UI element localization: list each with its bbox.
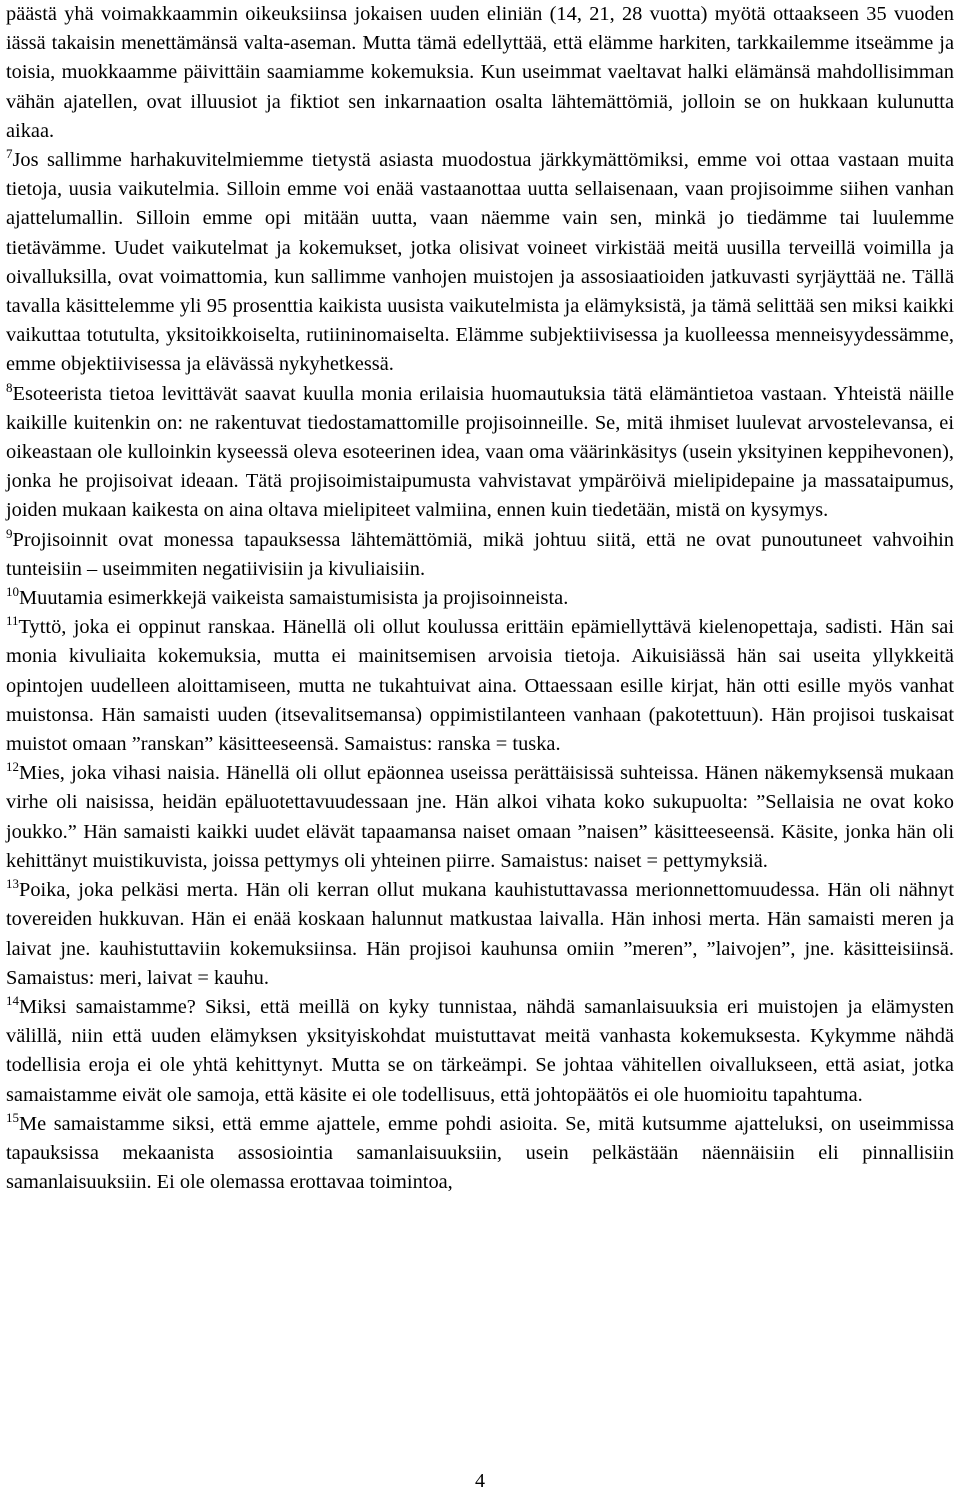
paragraph-number: 15 [6,1109,19,1125]
paragraph-number: 10 [6,584,19,600]
page-number: 4 [475,1470,485,1492]
paragraph-number: 7 [6,146,13,162]
paragraph-number: 11 [6,613,19,629]
paragraph-number: 14 [6,992,19,1008]
paragraph-number: 8 [6,379,13,395]
body-text [6,0,954,1197]
paragraph-number: 9 [6,525,13,541]
paragraph-15 [6,1110,954,1198]
paragraph-12 [6,759,954,876]
paragraph-10 [6,584,954,613]
paragraph-11 [6,613,954,759]
paragraph-9 [6,526,954,584]
paragraph-number: 13 [6,876,19,892]
document-page [6,0,954,1496]
paragraph-text: päästä yhä voimakkaammin oikeuksiinsa jokaisen uuden eliniän (14, 21, 28 vuotta) myötä ottaakseen 35 vuoden iässä takaisin menettämänsä valta-aseman. Mutta tämä edellyttää, että elämme harkiten, tarkkailemme itseämme ja toisia, muokkaamme päivittäin saamiamme kokemuksia. Kun useimmat vaeltavat halki elämänsä mahdollisimman vähän ajatellen, ovat illuusiot ja fiktiot sen inkarnaation osalta lähtemättömiä, jolloin se on hukkaan kulunutta aikaa. [6,3,954,142]
paragraph-8 [6,380,954,526]
paragraph-number: 12 [6,759,19,775]
paragraph-text: Muutamia esimerkkejä vaikeista samaistumisista ja projisoinneista. [19,587,569,610]
paragraph-text: Tyttö, joka ei oppinut ranskaa. Hänellä oli ollut koulussa erittäin epämiellyttävä kielenopettaja, sadisti. Hän sai monia kivuliaita kokemuksia, mutta ei mainitsemisen arvoisia tietoja. Aikuisiässä hän sai useita yllykkeitä opintojen uudelleen aloittamiseen, mutta ne tukahtuivat aina. Ottaessaan esille kirjat, hän otti esille myös vanhat muistonsa. Hän samaisti uuden (itsevalitsemansa) oppimistilanteen vanhaan (pakotettuun). Hän projisoi tuskaisat muistot omaan ”ranskan” käsitteeseensä. Samaistus: ranska = tuska. [6,616,954,756]
paragraph-text: Jos sallimme harhakuvitelmiemme tietystä asiasta muodostua järkkymättömiksi, emme voi ottaa vastaan muita tietoja, uusia vaikutelmia. Silloin emme voi enää vastaanottaa uutta sellaisenaan, vaan projisoimme siihen vanhan ajattelumallin. Silloin emme opi mitään uutta, vaan näemme vain sen, minkä jo tiedämme tai luulemme tietävämme. Uudet vaikutelmat ja kokemukset, jotka olisivat voineet virkistää meitä uusilla terveillä voimilla ja oivalluksilla, ovat voimattomia, kun sallimme vanhojen muistojen ja assosiaatioiden jatkuvasti syrjäyttää ne. Tällä tavalla käsittelemme yli 95 prosenttia kaikista uusista vaikutelmista ja elämyksistä, ja tämä selittää sen miksi kaikki vaikuttaa totutulta, yksitoikkoiselta, rutiininomaiselta. Elämme subjektiivisessa ja kuolleessa menneisyydessämme, emme objektiivisessa ja elävässä nykyhetkessä. [6,149,954,376]
paragraph-continuation [6,0,954,146]
paragraph-text: Miksi samaistamme? Siksi, että meillä on kyky tunnistaa, nähdä samanlaisuuksia eri muistojen ja elämysten välillä, niin että uuden elämyksen yksityiskohdat muistuttavat meitä vanhasta kokemuksesta. Kykymme nähdä todellisia eroja ei ole yhtä kehittynyt. Mutta se on tärkeämpi. Se johtaa vähitellen oivallukseen, että asiat, jotka samaistamme eivät ole samoja, että käsite ei ole todellisuus, että johtopäätös ei ole huomioitu tapahtuma. [6,995,954,1106]
paragraph-13 [6,876,954,993]
paragraph-14 [6,993,954,1110]
paragraph-7 [6,146,954,380]
paragraph-text: Mies, joka vihasi naisia. Hänellä oli ollut epäonnea useissa perättäisissä suhteissa. Hänen näkemyksensä mukaan virhe oli naisissa, heidän epäluotettavuudessaan jne. Hän alkoi vihata koko sukupuolta: ”Sellaisia ne ovat koko joukko.” Hän samaisti kaikki uudet elävät tapaamansa naiset omaan ”naisen” käsitteeseensä. Käsite, jonka hän oli kehittänyt muistikuvista, joissa pettymys oli yhteinen piirre. Samaistus: naiset = pettymyksiä. [6,762,954,872]
paragraph-text: Poika, joka pelkäsi merta. Hän oli kerran ollut mukana kauhistuttavassa merionnettomuudessa. Hän oli nähnyt tovereiden hukkuvan. Hän ei enää koskaan halunnut matkustaa laivalla. Hän inhosi merta. Hän samaisti meren ja laivat jne. kauhistuttaviin kokemuksiinsa. Hän projisoi kauhunsa omiin ”meren”, ”laivojen”, jne. käsitteisiinsä. Samaistus: meri, laivat = kauhu. [6,879,954,989]
paragraph-text: Projisoinnit ovat monessa tapauksessa lähtemättömiä, mikä johtuu siitä, että ne ovat punoutuneet vahvoihin tunteisiin – useimmiten negatiivisiin ja kivuliaisiin. [6,528,954,580]
paragraph-text: Esoteerista tietoa levittävät saavat kuulla monia erilaisia huomautuksia tätä elämäntietoa vastaan. Yhteistä näille kaikille kuitenkin on: ne rakentuvat tiedostamattomille projisoinneille. Se, mitä ihmiset luulevat arvostelevansa, ei oikeastaan ole kulloinkin kyseessä oleva esoteerinen idea, vaan oma väärinkäsitys (usein yksityinen keppihevonen), jonka he projisoivat ideaan. Tätä projisoimistaipumusta vahvistavat ympäröivä mielipidepaine ja massataipumus, joiden mukaan kaikesta on aina oltava mielipiteet valmiina, ennen kuin tiedetään, mistä on kysymys. [6,382,954,522]
paragraph-text: Me samaistamme siksi, että emme ajattele, emme pohdi asioita. Se, mitä kutsumme ajatteluksi, on useimmissa tapauksissa mekaanista assosiointia samanlaisuuksiin, usein pelkästään näennäisiin eli pinnallisiin samanlaisuuksiin. Ei ole olemassa erottavaa toimintoa, [6,1112,954,1194]
